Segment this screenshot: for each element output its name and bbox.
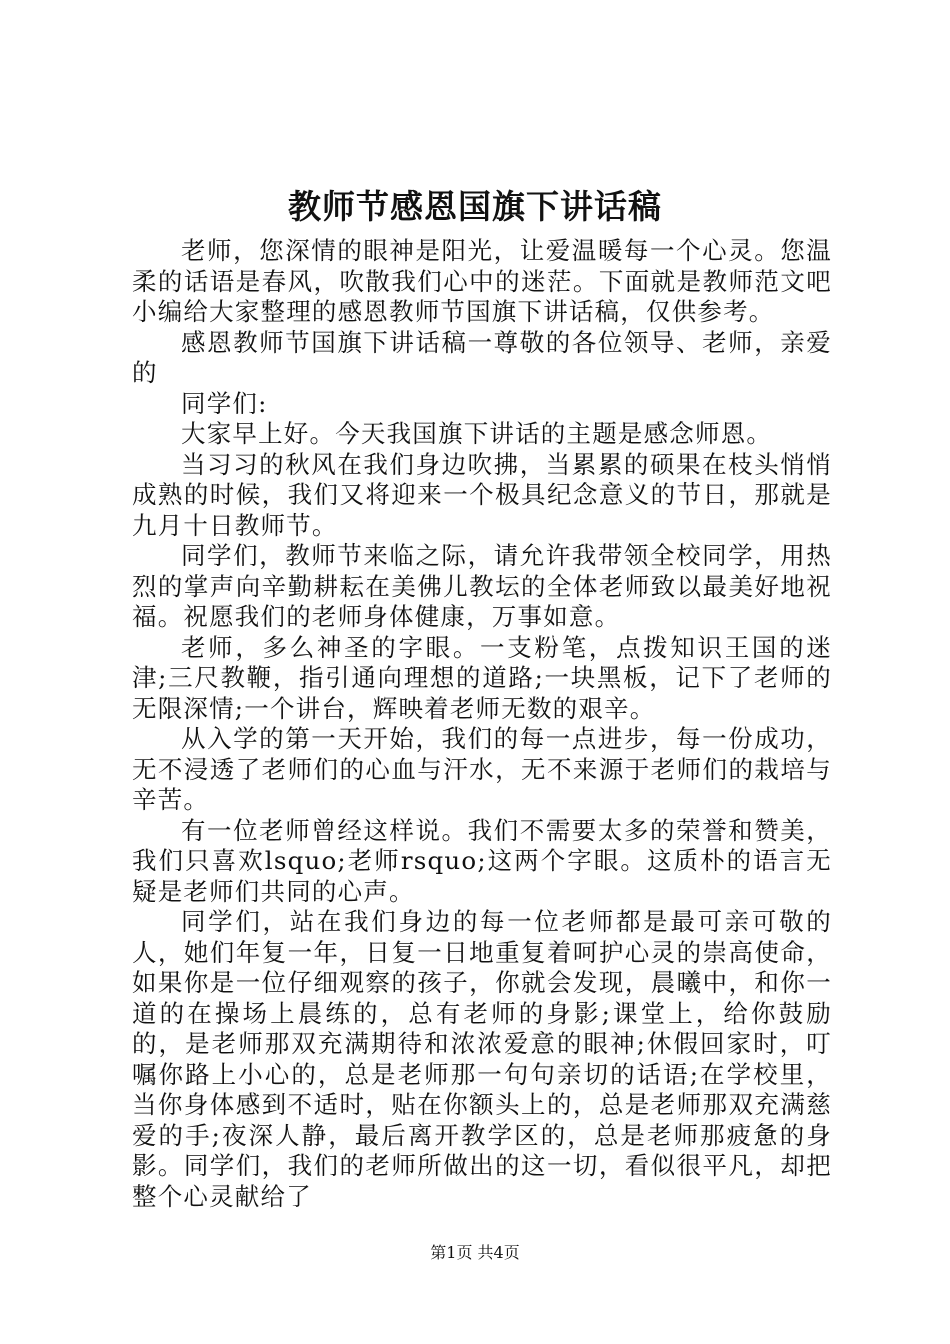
page-number-footer: 第1页 共4页	[430, 1243, 520, 1262]
document-title: 教师节感恩国旗下讲话稿	[288, 187, 662, 226]
paragraph-first-day: 从入学的第一天开始，我们的每一点进步，每一份成功，无不浸透了老师们的心血与汗水，无不来源于老师们的栽培与辛苦。	[132, 724, 832, 814]
document-body	[132, 236, 832, 1212]
paragraph-autumn: 当习习的秋风在我们身边吹拂，当累累的硕果在枝头悄悄成熟的时候，我们又将迎来一个极具纪念意义的节日，那就是九月十日教师节。	[132, 449, 832, 540]
paragraph-intro: 老师，您深情的眼神是阳光，让爱温暖每一个心灵。您温柔的话语是春风，吹散我们心中的迷茫。下面就是教师范文吧小编给大家整理的感恩教师节国旗下讲话稿，仅供参考。	[132, 236, 832, 326]
paragraph-sacred-word: 老师，多么神圣的字眼。一支粉笔，点拨知识王国的迷津;三尺教鞭，指引通向理想的道路;一块黑板，记下了老师的无限深情;一个讲台，辉映着老师无数的艰辛。	[132, 632, 832, 723]
paragraph-applause: 同学们，教师节来临之际，请允许我带领全校同学，用热烈的掌声向辛勤耕耘在美佛儿教坛的全体老师致以最美好地祝福。祝愿我们的老师身体健康，万事如意。	[132, 541, 832, 631]
paragraph-salutation: 同学们:	[181, 388, 268, 418]
paragraph-greeting: 感恩教师节国旗下讲话稿一尊敬的各位领导、老师，亲爱的	[132, 327, 832, 387]
paragraph-daily-care: 同学们，站在我们身边的每一位老师都是最可亲可敬的人，她们年复一年，日复一日地重复着呵护心灵的崇高使命，如果你是一位仔细观察的孩子，你就会发现，晨曦中，和你一道的在操场上晨练的，总有老师的身影;课堂上，给你鼓励的，是老师那双充满期待和浓浓爱意的眼神;休假回家时，叮嘱你路上小心的，总是老师那一句句亲切的话语;在学校里，当你身体感到不适时，贴在你额头上的，总是老师那双充满慈爱的手;夜深人静，最后离开教学区的，总是老师那疲惫的身影。同学们，我们的老师所做出的这一切，看似很平凡，却把整个心灵献给了	[132, 907, 832, 1211]
paragraph-quote: 有一位老师曾经这样说。我们不需要太多的荣誉和赞美，我们只喜欢lsquo;老师rsquo;这两个字眼。这质朴的语言无疑是老师们共同的心声。	[132, 815, 832, 906]
paragraph-topic: 大家早上好。今天我国旗下讲话的主题是感念师恩。	[181, 419, 773, 448]
